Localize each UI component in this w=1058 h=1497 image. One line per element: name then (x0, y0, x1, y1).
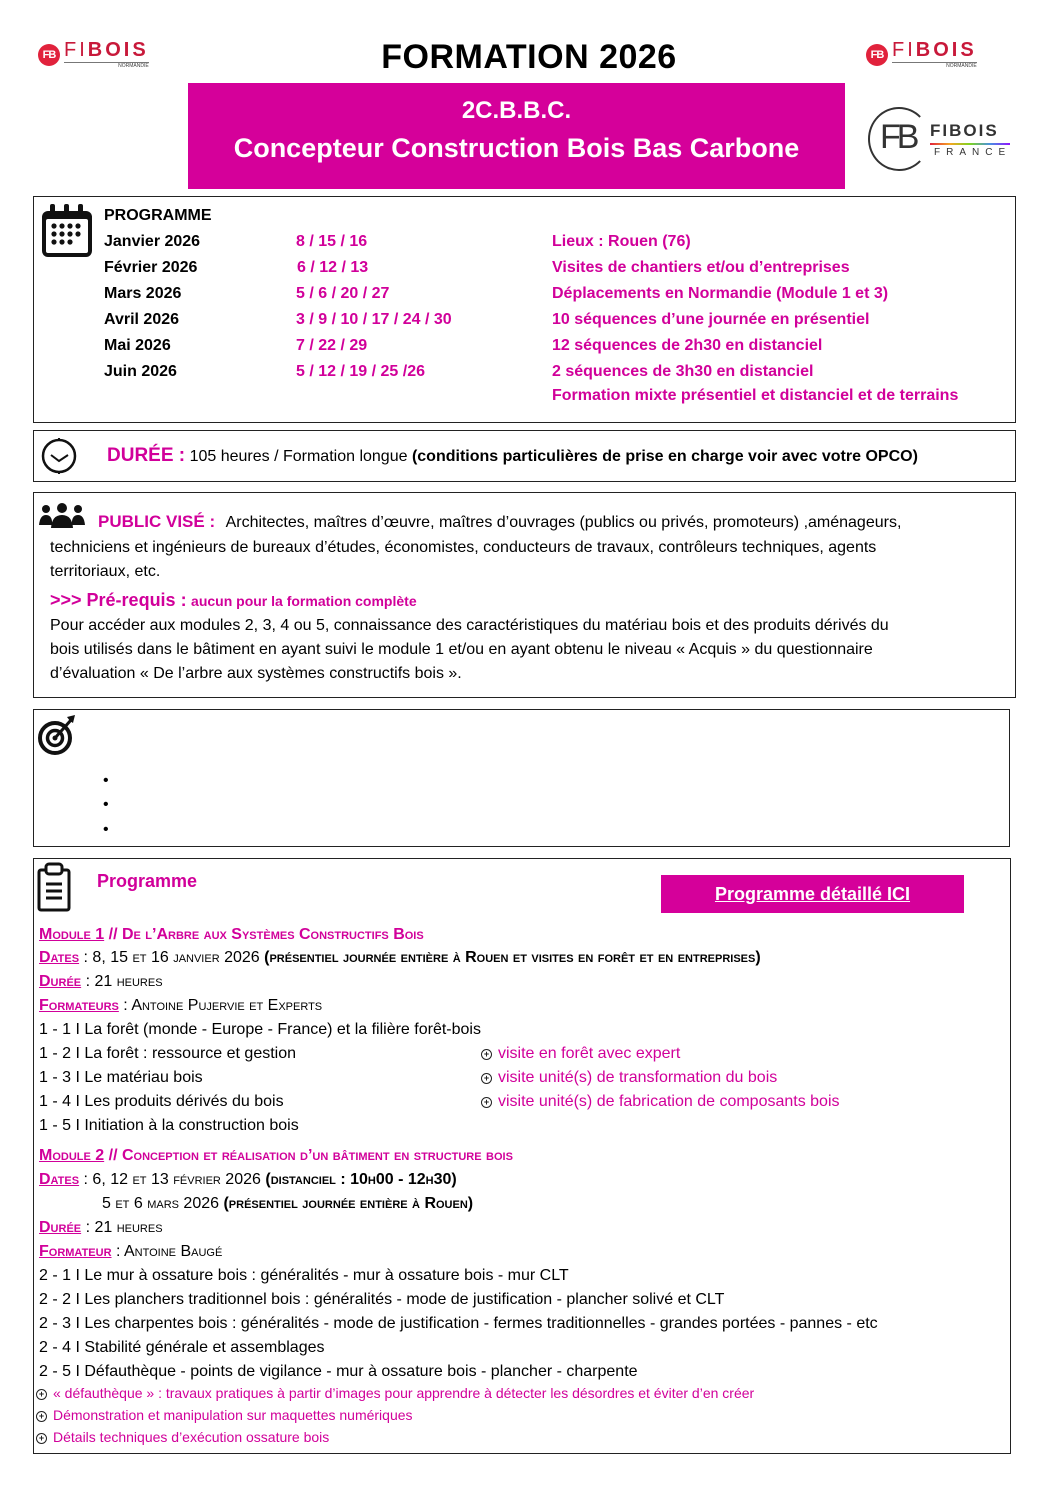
objectives-section (33, 709, 1010, 847)
prereq-text-1: Pour accéder aux modules 2, 3, 4 ou 5, connaissance des caractéristiques du matériau bois et des produits dérivés du (50, 617, 889, 634)
schedule-info: 12 séquences de 2h30 en distanciel (552, 337, 823, 354)
trainer-value: : Antoine Baugé (111, 1243, 223, 1260)
duration-label: Durée (39, 973, 82, 990)
module2-item: 2 - 5 I Défauthèque - points de vigilance - mur à ossature bois - plancher - charpente (39, 1363, 638, 1380)
dates-value: 5 et 6 mars 2026 (102, 1195, 224, 1212)
duration-label: DURÉE : (107, 445, 186, 466)
module1-title: // De l’Arbre aux Systèmes Constructifs Bois (104, 926, 424, 943)
schedule-days: 6 / 12 / 13 (297, 259, 369, 276)
logo-sub: FRANCE (934, 147, 1012, 158)
logo-sub: NORMANDIE (64, 62, 149, 69)
page-title: FORMATION 2026 (381, 38, 677, 76)
module1-duration (39, 970, 163, 994)
module1-item: 1 - 4 I Les produits dérivés du bois (39, 1093, 284, 1110)
module1-code: Module 1 (39, 926, 105, 943)
module1-visit (481, 1042, 680, 1066)
dates-note: (distanciel : 10h00 - 12h30) (265, 1171, 457, 1188)
plus-circle-icon: + (36, 1411, 47, 1422)
module2-item: 2 - 4 I Stabilité générale et assemblages (39, 1339, 325, 1356)
logo-word: FIBOIS (930, 121, 999, 140)
schedule-info: 10 séquences d’une journée en présentiel (552, 311, 870, 328)
prereq-line (50, 588, 417, 614)
schedule-days: 3 / 9 / 10 / 17 / 24 / 30 (296, 311, 452, 328)
course-name: Concepteur Construction Bois Bas Carbone (233, 133, 800, 163)
public-line-3: territoriaux, etc. (50, 563, 161, 580)
fibois-normandie-logo-right (866, 40, 977, 69)
module1-item: 1 - 3 I Le matériau bois (39, 1069, 203, 1086)
extra-text: « défauthèque » : travaux pratiques à partir d’images pour apprendre à détecter les désordres et éviter d’en créer (53, 1385, 755, 1401)
schedule-month: Mars 2026 (104, 285, 182, 302)
schedule-days: 7 / 22 / 29 (296, 337, 368, 354)
public-line-2: techniciens et ingénieurs de bureaux d’études, économistes, conducteurs de travaux, contrôleurs techniques, agents (50, 539, 877, 556)
schedule-info: 2 séquences de 3h30 en distanciel (552, 363, 814, 380)
module1-trainers (39, 994, 322, 1018)
module1-dates (39, 946, 761, 970)
duration-value: : 21 heures (81, 973, 163, 990)
module2-code: Module 2 (39, 1147, 105, 1164)
schedule-info: Lieux : Rouen (76) (552, 233, 691, 250)
schedule-info: Visites de chantiers et/ou d’entreprises (552, 259, 850, 276)
duration-value: 105 heures / Formation longue (189, 448, 408, 465)
people-group-icon (38, 503, 86, 529)
prereq-label: >>> Pré-requis : (50, 590, 187, 610)
prereq-value: aucun pour la formation complète (191, 593, 417, 609)
plus-circle-icon: + (481, 1097, 492, 1108)
module1-item: 1 - 1 I La forêt (monde - Europe - France) et la filière forêt-bois (39, 1021, 481, 1038)
dates-note: (présentiel journée entière à Rouen) (223, 1195, 474, 1212)
plus-circle-icon: + (481, 1049, 492, 1060)
visit-text: visite unité(s) de fabrication de composants bois (498, 1093, 840, 1110)
module1-title-line (39, 923, 424, 947)
target-icon (37, 713, 77, 757)
dates-note: (présentiel journée entière à Rouen et visites en forêt et en entreprises) (264, 949, 761, 966)
dates-value: : 8, 15 et 16 janvier 2026 (79, 949, 265, 966)
objective-bullet: • (103, 772, 109, 789)
detailed-programme-link[interactable]: Programme détaillé ICI (661, 875, 964, 913)
course-title-banner (188, 83, 845, 189)
module2-extra (36, 1426, 329, 1448)
logo-word-b: BOIS (87, 39, 149, 61)
schedule-days: 5 / 12 / 19 / 25 /26 (296, 363, 425, 380)
objective-bullet: • (103, 821, 109, 838)
module2-item: 2 - 1 I Le mur à ossature bois : généralités - mur à ossature bois - mur CLT (39, 1267, 569, 1284)
duration-label: Durée (39, 1219, 82, 1236)
clock-icon (40, 437, 78, 475)
duration-line (107, 444, 918, 469)
rainbow-bar (930, 143, 1010, 145)
module2-title-line (39, 1144, 513, 1168)
logo-sub: NORMANDIE (892, 62, 977, 69)
visit-text: visite unité(s) de transformation du bois (498, 1069, 778, 1086)
fb-mark-icon: FB (38, 44, 60, 66)
public-label: PUBLIC VISÉ : (98, 512, 216, 531)
visit-text: visite en forêt avec expert (498, 1045, 681, 1062)
fibois-france-logo (868, 103, 1013, 178)
plus-circle-icon: + (36, 1389, 47, 1400)
module2-item: 2 - 3 I Les charpentes bois : généralités - mode de justification - fermes traditionnelles - grandes portées - pannes - etc (39, 1315, 878, 1332)
calendar-icon (40, 201, 94, 259)
schedule-days: 5 / 6 / 20 / 27 (296, 285, 390, 302)
public-line-1 (98, 510, 901, 535)
logo-word-b: BOIS (915, 39, 977, 61)
module2-duration (39, 1216, 163, 1240)
dates-label: Dates (39, 1171, 80, 1188)
duration-note: (conditions particulières de prise en charge voir avec votre OPCO) (411, 448, 918, 465)
schedule-info: Déplacements en Normandie (Module 1 et 3) (552, 285, 889, 302)
schedule-month: Mai 2026 (104, 337, 171, 354)
module2-dates-2 (102, 1192, 473, 1216)
schedule-month: Janvier 2026 (104, 233, 201, 250)
trainers-value: : Antoine Pujervie et Experts (118, 997, 323, 1014)
prereq-text-3: d’évaluation « De l’arbre aux systèmes constructifs bois ». (50, 665, 462, 682)
objective-bullet: • (103, 796, 109, 813)
duration-value: : 21 heures (81, 1219, 163, 1236)
schedule-heading: PROGRAMME (104, 207, 212, 224)
fb-mark-icon: FB (866, 44, 888, 66)
module1-item: 1 - 2 I La forêt : ressource et gestion (39, 1045, 297, 1062)
dates-label: Dates (39, 949, 80, 966)
public-text: Architectes, maîtres d’œuvre, maîtres d’ouvrages (publics ou privés, promoteurs) ,aménageurs, (225, 514, 902, 531)
logo-word-a: FI (64, 39, 88, 61)
module1-visit (481, 1090, 840, 1114)
plus-circle-icon: + (481, 1073, 492, 1084)
schedule-month: Avril 2026 (104, 311, 180, 328)
fb-mark: FB (880, 118, 916, 156)
schedule-days: 8 / 15 / 16 (296, 233, 368, 250)
module2-extra (36, 1382, 754, 1404)
module2-item: 2 - 2 I Les planchers traditionnel bois : généralités - mode de justification - plancher solivé et CLT (39, 1291, 725, 1308)
clipboard-icon (36, 862, 72, 912)
module2-extra (36, 1404, 413, 1426)
module1-visit (481, 1066, 777, 1090)
extra-text: Démonstration et manipulation sur maquettes numériques (53, 1407, 413, 1423)
dates-value: : 6, 12 et 13 février 2026 (79, 1171, 266, 1188)
schedule-month: Février 2026 (104, 259, 198, 276)
extra-text: Détails techniques d’exécution ossature bois (53, 1429, 330, 1445)
prereq-text-2: bois utilisés dans le bâtiment en ayant suivi le module 1 et/ou en ayant obtenu le niveau « Acquis » du questionnaire (50, 641, 873, 658)
module2-trainer (39, 1240, 222, 1264)
programme-heading: Programme (97, 871, 198, 891)
module2-dates (39, 1168, 457, 1192)
logo-word-a: FI (892, 39, 916, 61)
plus-circle-icon: + (36, 1433, 47, 1444)
trainers-label: Formateurs (39, 997, 119, 1014)
schedule-info: Formation mixte présentiel et distanciel et de terrains (552, 387, 959, 404)
course-code: 2C.B.B.C. (461, 97, 572, 124)
module2-title: // Conception et réalisation d’un bâtiment en structure bois (104, 1147, 513, 1164)
trainer-label: Formateur (39, 1243, 112, 1260)
schedule-month: Juin 2026 (104, 363, 177, 380)
module1-item: 1 - 5 I Initiation à la construction bois (39, 1117, 299, 1134)
